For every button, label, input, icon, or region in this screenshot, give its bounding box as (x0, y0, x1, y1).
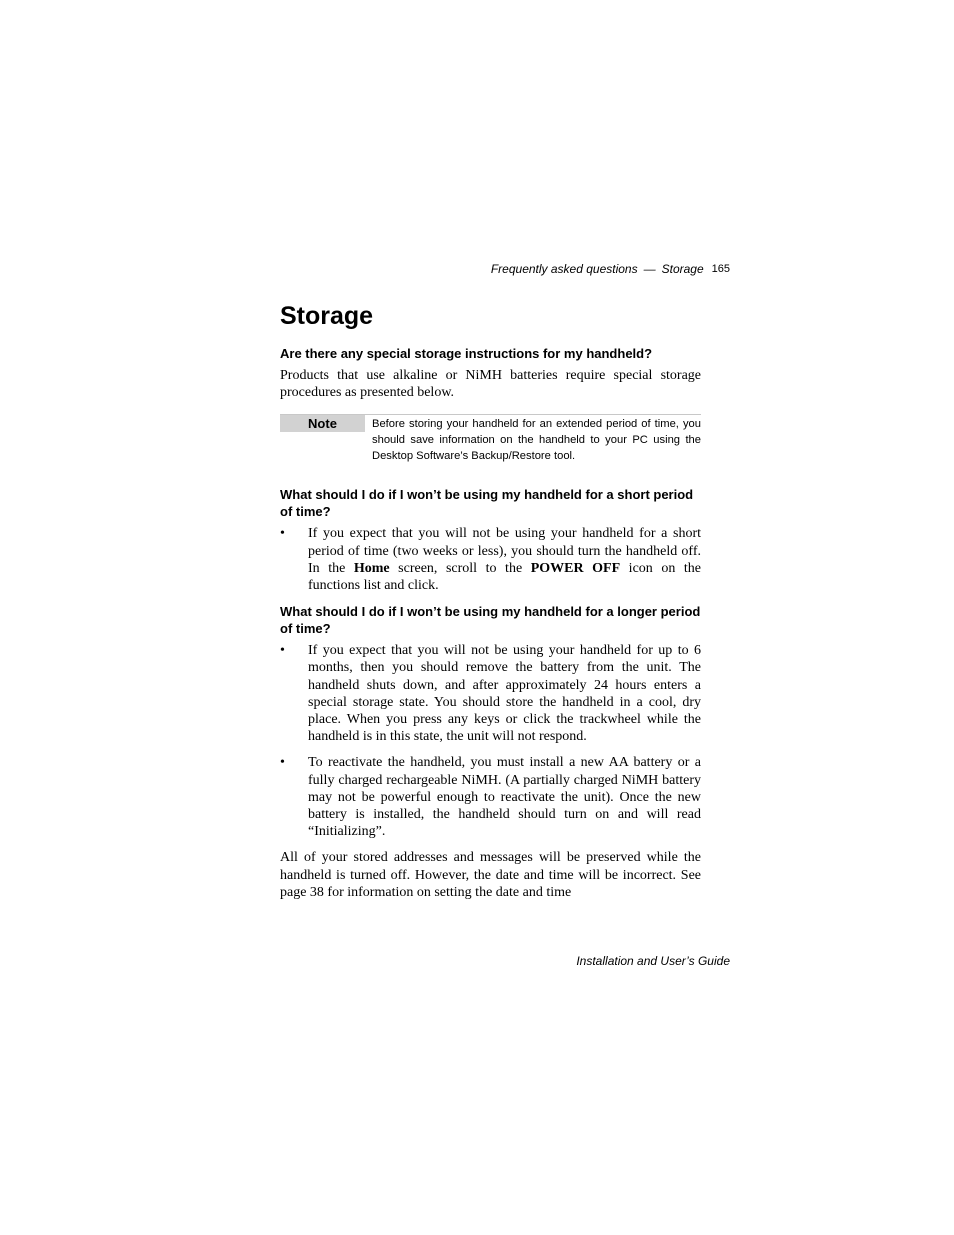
note-text: Before storing your handheld for an extended period of time, you should save information on the handheld to your PC using the Desktop Software’s Backup/Restore tool. (372, 418, 701, 463)
page-number: 165 (711, 263, 730, 275)
header-separator: — (643, 262, 656, 276)
bullet-symbol: • (280, 643, 285, 659)
bullet-text: If you expect that you will not be using your handheld for up to 6 months, then you should remove the battery from the unit. The handheld shuts down, and after approximately 24 hours enters a special storage state. You should store the handheld in a cool, dry place. When you press any keys or click the trackwheel while the handheld is in this state, the unit will not respond. (308, 643, 701, 745)
note-box (280, 414, 701, 464)
question-longer-period: What should I do if I won’t be using my handheld for a longer period of time? (280, 604, 701, 637)
header-chapter: Frequently asked questions (490, 262, 638, 276)
paragraph-closing: All of your stored addresses and messages will be preserved while the handheld is turned off. However, the date and time will be incorrect. See page 38 for information on setting the date and time (280, 850, 701, 900)
bullet-text-part: screen, scroll to the (389, 560, 531, 576)
list-item (280, 525, 701, 594)
list-item (280, 642, 701, 745)
longer-period-list (280, 642, 701, 840)
short-period-list (280, 525, 701, 594)
running-header (470, 262, 730, 276)
bullet-text-part: If you expect that you will not be using your handheld for a short period of time (two weeks or less), you should turn the handheld off. In the (308, 526, 701, 576)
page-title: Storage (280, 302, 374, 330)
note-label: Note (280, 415, 365, 432)
page-content (280, 300, 701, 901)
list-item (280, 754, 701, 840)
bullet-text: To reactivate the handheld, you must install a new AA battery or a fully charged rechargeable NiMH. (A partially charged NiMH battery may not be powerful enough to reactivate the unit). Once the new battery is installed, the handheld should turn on and will read “Initializing”. (308, 755, 701, 840)
home-screen-term: Home (353, 560, 390, 576)
bullet-text-part: icon on the functions list and click. (308, 560, 701, 594)
bullet-symbol: • (280, 526, 285, 542)
power-off-term: POWER OFF (530, 560, 621, 576)
question-short-period: What should I do if I won’t be using my handheld for a short period of time? (280, 487, 694, 520)
running-footer: Installation and User’s Guide (576, 954, 730, 968)
bullet-symbol: • (280, 755, 285, 771)
paragraph-storage-intro: Products that use alkaline or NiMH batteries require special storage procedures as presented below. (280, 368, 701, 401)
question-special-storage: Are there any special storage instructions for my handheld? (280, 346, 653, 361)
header-section: Storage (661, 262, 704, 276)
